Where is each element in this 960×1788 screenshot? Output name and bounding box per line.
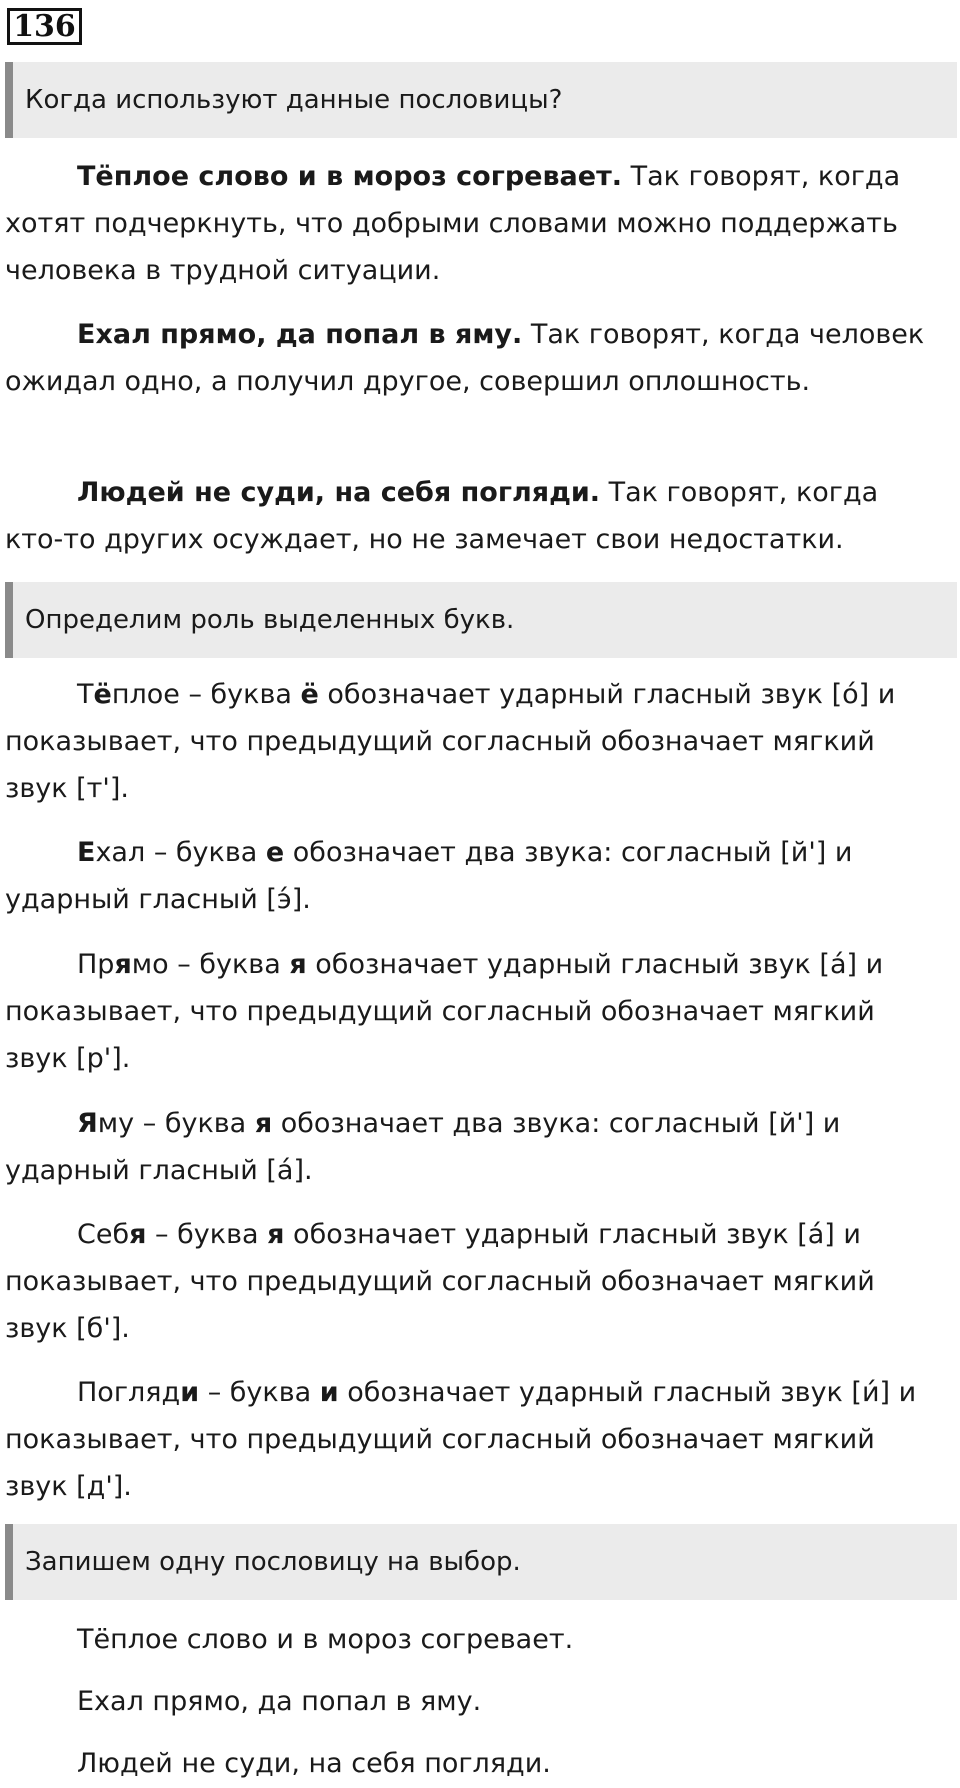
letter-explanation — [5, 671, 935, 812]
proverb-text: Так говорят, когда кто-то других осуждает, но не замечает свои недостатки. — [5, 477, 879, 555]
section-header-letters: Определим роль выделенных букв. — [5, 582, 957, 658]
answer-line: Людей не суди, на себя погляди. — [77, 1748, 551, 1779]
explanation-text: обозначает два звука: согласный [й'] и ударный гласный [э́]. — [5, 837, 853, 915]
section-header-choice: Запишем одну пословицу на выбор. — [5, 1524, 957, 1600]
task-number-badge: 136 — [7, 8, 82, 45]
letter-explanation — [5, 1369, 935, 1510]
word-part: хал — [95, 837, 146, 868]
highlighted-letter: Я — [77, 1108, 98, 1139]
letter-explanation — [5, 1211, 935, 1352]
word-part: Себ — [77, 1219, 130, 1250]
letter-bold: е — [265, 837, 285, 868]
word-part: Т — [77, 679, 94, 710]
highlighted-letter: и — [180, 1377, 200, 1408]
highlighted-letter: ё — [93, 679, 112, 710]
explanation-text: обозначает ударный гласный звук [а́] и показывает, что предыдущий согласный обозначает мягкий звук [р']. — [5, 949, 884, 1074]
word-part: му — [97, 1108, 135, 1139]
explanation-text: – буква — [145, 837, 266, 868]
word-part: Погляд — [77, 1377, 181, 1408]
explanation-text: обозначает ударный гласный звук [и́] и показывает, что предыдущий согласный обозначает мягкий звук [д']. — [5, 1377, 917, 1502]
word-part: Пр — [77, 949, 115, 980]
explanation-text: обозначает ударный гласный звук [о́] и показывает, что предыдущий согласный обозначает мягкий звук [т']. — [5, 679, 896, 804]
proverb-bold: Ехал прямо, да попал в яму. — [77, 319, 523, 350]
letter-bold: я — [254, 1108, 273, 1139]
answer-line: Тёплое слово и в мороз согревает. — [77, 1624, 574, 1655]
explanation-text: – буква — [168, 949, 290, 980]
letter-bold: я — [289, 949, 307, 980]
proverb-text: Так говорят, когда человек ожидал одно, а получил другое, совершил оплошность. — [5, 319, 925, 397]
letter-bold: и — [319, 1377, 339, 1408]
highlighted-letter: я — [129, 1219, 147, 1250]
proverb-explanation — [5, 469, 935, 563]
letter-explanation — [5, 941, 935, 1082]
letter-bold: ё — [300, 679, 319, 710]
proverb-text: Так говорят, когда хотят подчеркнуть, что добрыми словами можно поддержать человека в трудной ситуации. — [5, 161, 901, 286]
highlighted-letter: Е — [77, 837, 96, 868]
letter-explanation — [5, 829, 935, 923]
proverb-bold: Людей не суди, на себя погляди. — [77, 477, 601, 508]
letter-bold: я — [267, 1219, 285, 1250]
explanation-text: обозначает два звука: согласный [й'] и ударный гласный [а́]. — [5, 1108, 841, 1186]
explanation-text: – буква — [199, 1377, 320, 1408]
proverb-explanation — [5, 153, 935, 294]
proverb-bold: Тёплое слово и в мороз согревает. — [77, 161, 622, 192]
explanation-text: – буква — [179, 679, 301, 710]
answer-line: Ехал прямо, да попал в яму. — [77, 1686, 482, 1717]
highlighted-letter: я — [114, 949, 132, 980]
section-header-usage: Когда используют данные пословицы? — [5, 62, 957, 138]
word-part: мо — [131, 949, 169, 980]
letter-explanation — [5, 1100, 935, 1194]
proverb-explanation — [5, 311, 935, 405]
explanation-text: обозначает ударный гласный звук [а́] и показывает, что предыдущий согласный обозначает мягкий звук [б']. — [5, 1219, 875, 1344]
explanation-text: – буква — [146, 1219, 268, 1250]
word-part: плое — [111, 679, 180, 710]
explanation-text: – буква — [134, 1108, 255, 1139]
